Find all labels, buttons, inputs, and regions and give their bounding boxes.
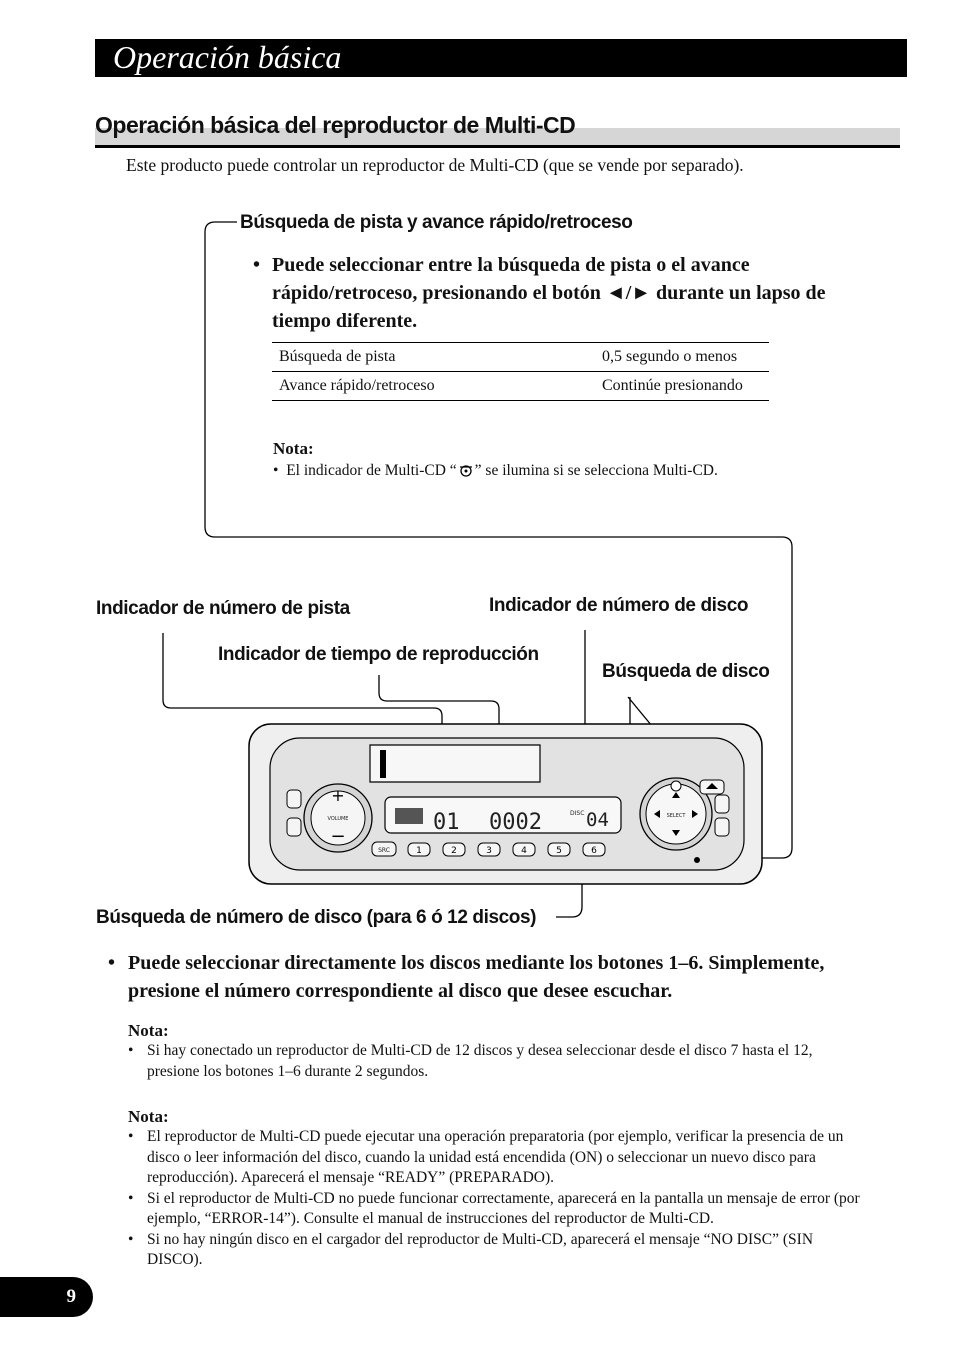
bullet-dot: •: [253, 254, 261, 276]
preset-button-label: 2: [451, 846, 457, 856]
multi-cd-icon: [457, 463, 475, 477]
table-row: [272, 372, 769, 401]
src-label: SRC: [378, 847, 390, 854]
bullet-dot: •: [108, 952, 116, 974]
display-track-number: 01: [433, 810, 460, 835]
table-cell-action: Búsqueda de pista: [272, 343, 595, 372]
disc-select-bullet: [108, 949, 888, 1005]
track-search-bullet-text: Puede seleccionar entre la búsqueda de pista o el avance rápido/retroceso, presionando el botón ◄/► durante un lapso de tiempo diferente.: [272, 254, 826, 332]
track-number-indicator-label: Indicador de número de pista: [96, 598, 350, 619]
note-block-2: [128, 1107, 868, 1271]
table-cell-duration: 0,5 segundo o menos: [595, 343, 769, 372]
track-search-table: [272, 342, 769, 401]
list-item: • Si hay conectado un reproductor de Multi-CD de 12 discos y desea seleccionar desde el disco 7 hasta el 12, presione los botones 1–6 durante 2 segundos.: [128, 1041, 868, 1082]
track-search-heading: Búsqueda de pista y avance rápido/retroceso: [240, 212, 633, 233]
note-2-heading: Nota:: [128, 1107, 169, 1126]
note-block-1: [128, 1021, 868, 1082]
table-cell-action: Avance rápido/retroceso: [272, 372, 595, 401]
list-item: • Si no hay ningún disco en el cargador del reproductor de Multi-CD, aparecerá el mensaje “NO DISC” (SIN DISCO).: [128, 1230, 868, 1271]
preset-button-label: 6: [591, 846, 597, 856]
select-label: SELECT: [666, 813, 686, 819]
page-number: 9: [0, 1277, 93, 1317]
track-search-bullet: [253, 251, 847, 335]
disc-number-indicator-label: Indicador de número de disco: [489, 595, 749, 616]
note-text-before: El indicador de Multi-CD “: [286, 462, 457, 479]
disc-select-bullet-text: Puede seleccionar directamente los discos mediante los botones 1–6. Simplemente, presione el número correspondiente al disco que desee escuchar.: [128, 952, 825, 1002]
chapter-title: Operación básica: [113, 39, 342, 75]
list-item: • Si el reproductor de Multi-CD no puede funcionar correctamente, aparecerá en la pantalla un mensaje de error (por ejemplo, “ERROR-14”). Consulte el manual de instrucciones del reproductor de Multi-CD.: [128, 1189, 868, 1230]
display-play-time: 0002: [489, 810, 542, 835]
head-unit: [249, 724, 762, 884]
preset-button-label: 3: [486, 846, 492, 856]
note-2-list: [128, 1127, 868, 1271]
track-search-note-heading: Nota:: [273, 439, 314, 458]
disc-number-search-label: Búsqueda de número de disco (para 6 ó 12 discos): [96, 907, 537, 928]
volume-label: VOLUME: [327, 816, 349, 822]
preset-button-label: 1: [416, 846, 422, 856]
list-item: • El reproductor de Multi-CD puede ejecutar una operación preparatoria (por ejemplo, verificar la presencia de un disco o leer información del disco, cuando la unidad está encendida (ON) o seleccionar un nuevo disco para reproducción). Aparecerá el mensaje “READY” (PREPARADO).: [128, 1127, 868, 1189]
play-time-indicator-label: Indicador de tiempo de reproducción: [218, 644, 539, 665]
note-text-after: ” se ilumina si se selecciona Multi-CD.: [474, 462, 718, 479]
note-1-heading: Nota:: [128, 1021, 169, 1040]
display-disc-number: 04: [586, 809, 609, 831]
preset-button-label: 4: [521, 846, 527, 856]
table-row: [272, 343, 769, 372]
svg-text:−: −: [330, 826, 346, 847]
display-disc-badge: DISC: [570, 810, 585, 817]
note-1-list: [128, 1041, 868, 1082]
section-intro: Este producto puede controlar un reproductor de Multi-CD (que se vende por separado).: [126, 155, 744, 175]
disc-search-label: Búsqueda de disco: [602, 661, 770, 682]
track-search-note: • El indicador de Multi-CD “ ” se ilumina si se selecciona Multi-CD.: [273, 462, 718, 479]
table-cell-duration: Continúe presionando: [595, 372, 769, 401]
preset-button-label: 5: [556, 846, 562, 856]
section-title: Operación básica del reproductor de Multi-CD: [95, 112, 576, 138]
svg-text:+: +: [331, 786, 345, 805]
